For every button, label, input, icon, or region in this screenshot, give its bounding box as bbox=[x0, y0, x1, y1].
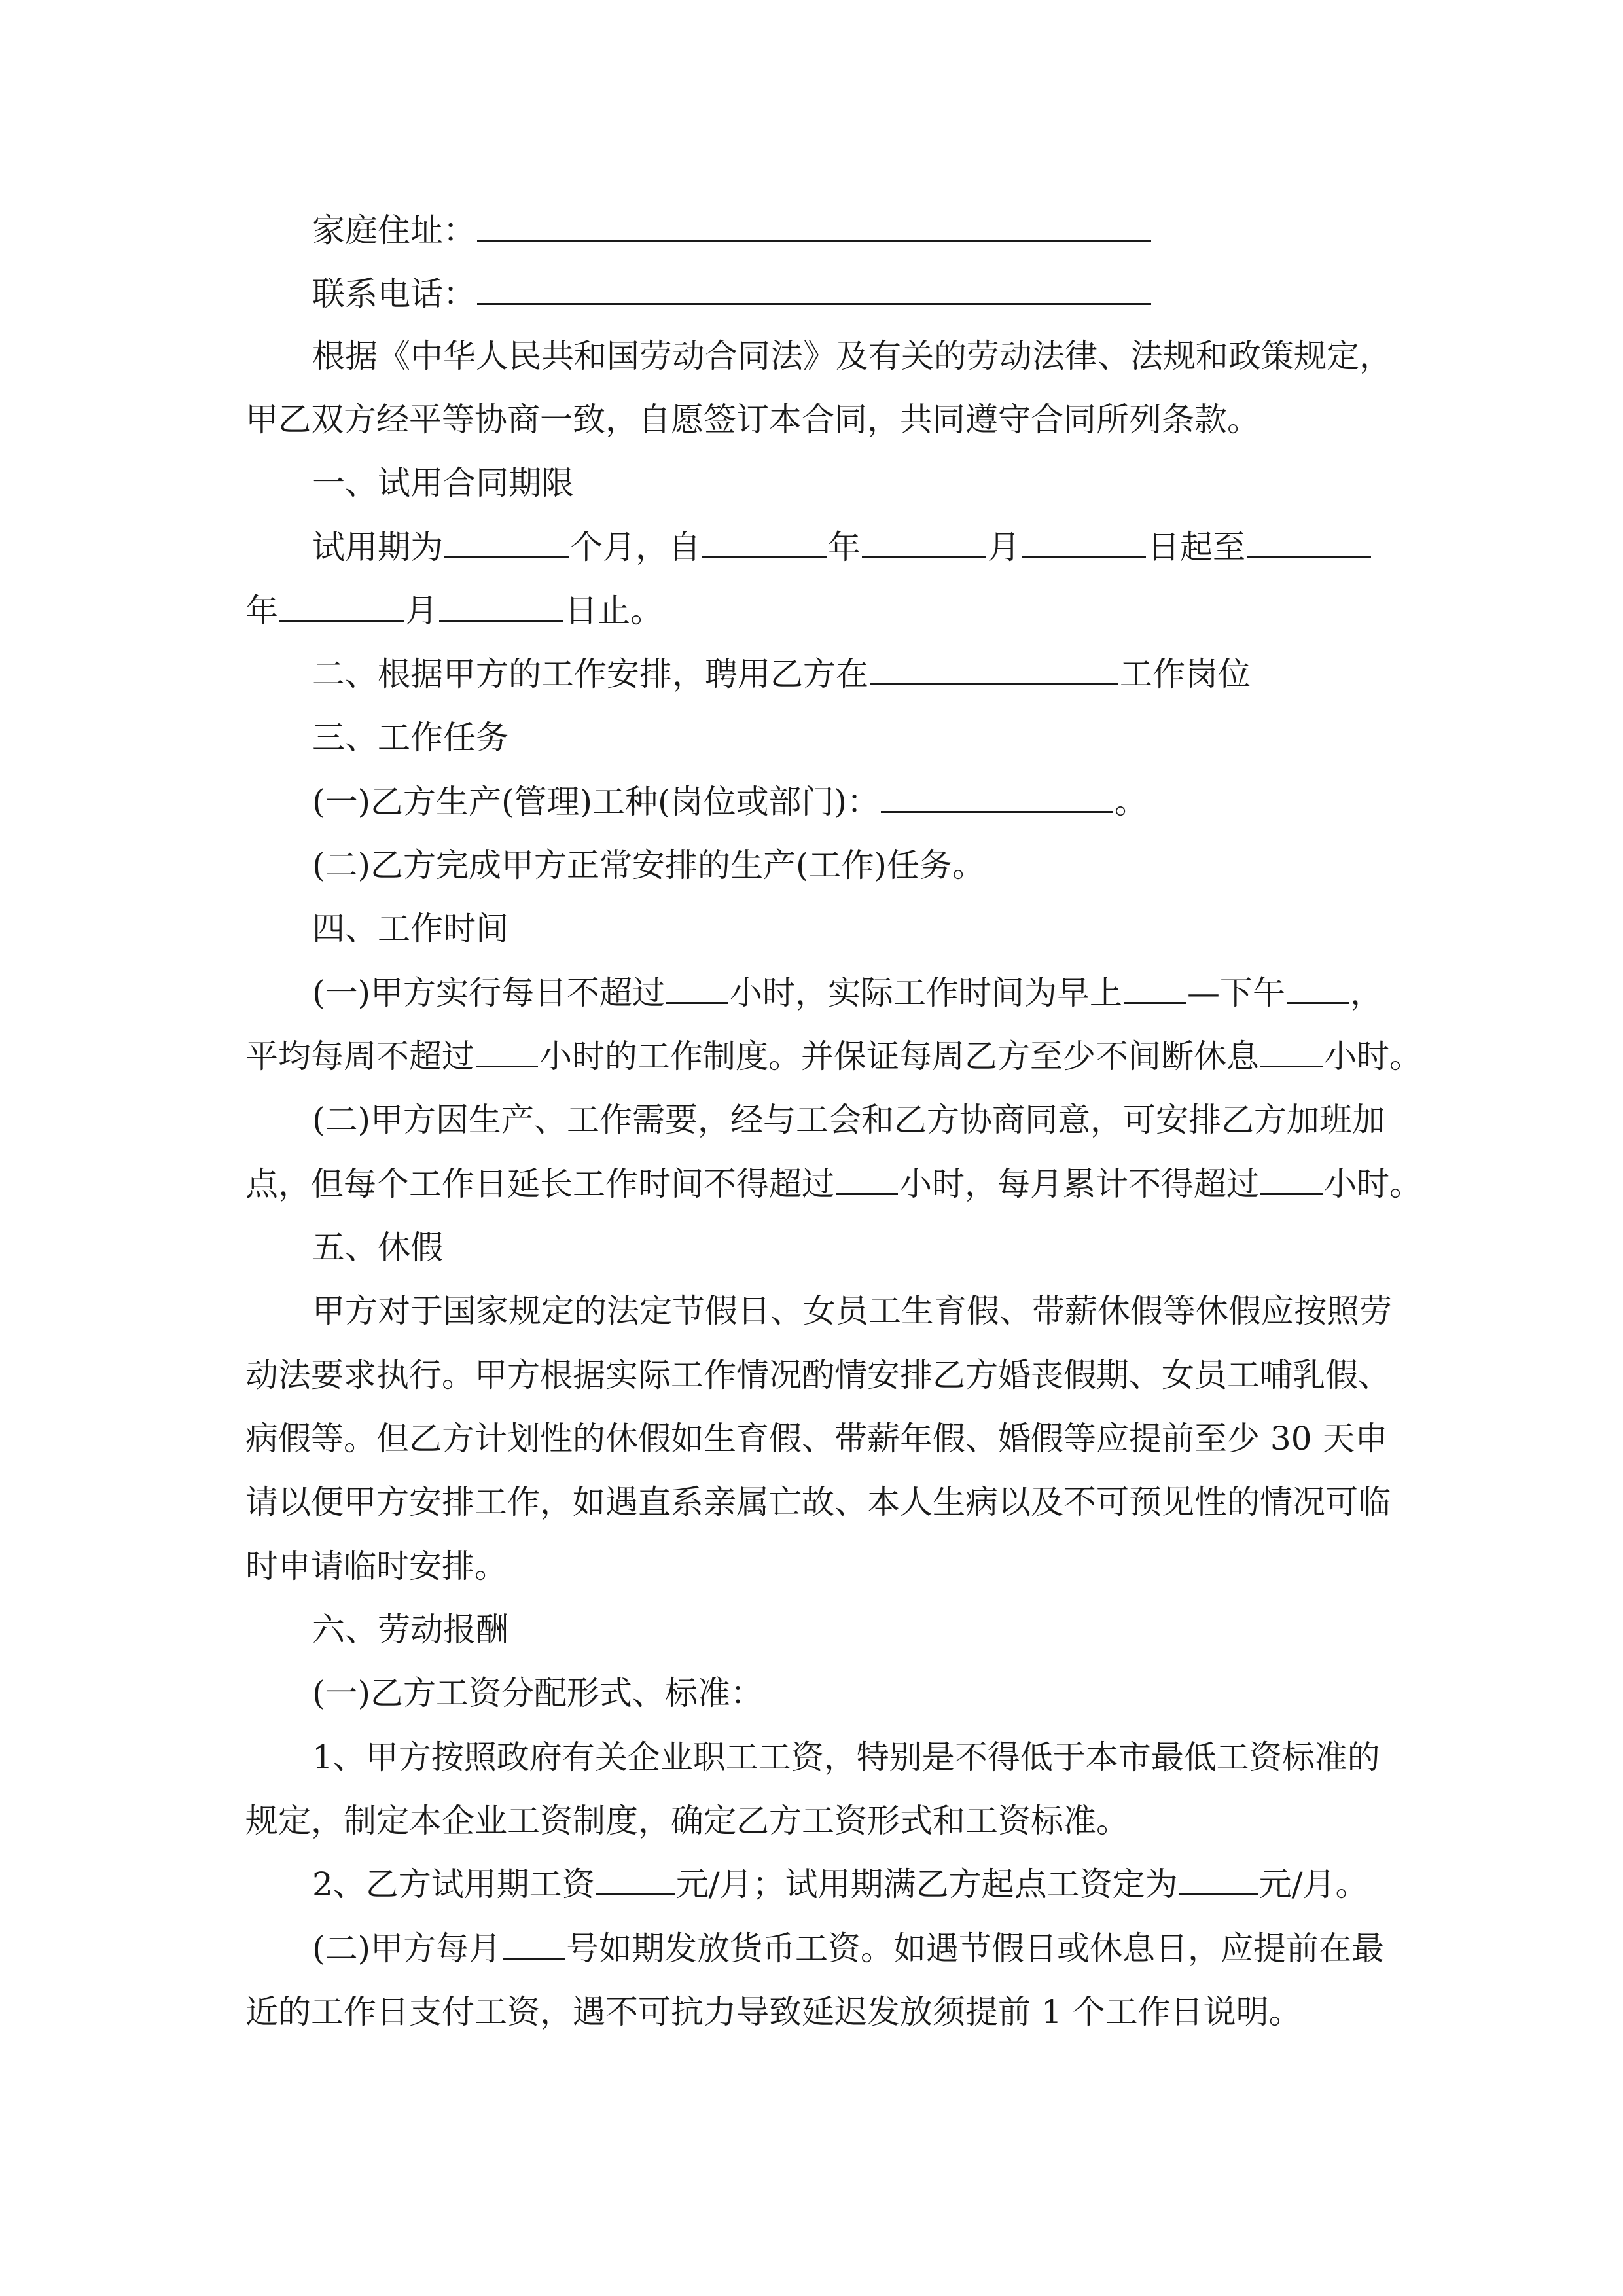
text-segment: —下午 bbox=[1187, 974, 1286, 1012]
text-segment: 日止。 bbox=[565, 592, 663, 630]
text-segment: 病假等。但乙方计划性的休假如生育假、带薪年假、婚假等应提前至少 30 天申 bbox=[245, 1420, 1388, 1458]
paragraph-line bbox=[245, 1545, 507, 1588]
text-segment: (二)甲方每月 bbox=[312, 1929, 502, 1967]
text-segment: 平均每周不超过 bbox=[245, 1037, 474, 1075]
text-segment: 小时，实际工作时间为早上 bbox=[730, 974, 1123, 1012]
fill-in-blank bbox=[1022, 556, 1146, 558]
fill-in-blank bbox=[503, 1957, 565, 1960]
text-segment: 甲方对于国家规定的法定节假日、女员工生育假、带薪休假等休假应按照劳 bbox=[312, 1292, 1392, 1330]
fill-in-blank bbox=[439, 619, 563, 622]
text-segment: ， bbox=[1350, 974, 1383, 1012]
text-segment: 甲乙双方经平等协商一致，自愿签订本合同，共同遵守合同所列条款。 bbox=[245, 401, 1260, 439]
paragraph-line bbox=[312, 1289, 1392, 1333]
text-segment: 小时，每月累计不得超过 bbox=[899, 1165, 1259, 1203]
text-segment: 。 bbox=[1115, 783, 1148, 821]
text-segment: 六、劳动报酬 bbox=[312, 1611, 508, 1649]
text-segment: (一)甲方实行每日不超过 bbox=[312, 974, 666, 1012]
text-segment: 近的工作日支付工资，遇不可抗力导致延迟发放须提前 1 个工作日说明。 bbox=[245, 1993, 1302, 2031]
text-segment: 号如期发放货币工资。如遇节假日或休息日，应提前在最 bbox=[566, 1929, 1385, 1967]
paragraph-line bbox=[312, 844, 985, 887]
paragraph-line bbox=[312, 1863, 1368, 1906]
paragraph-line bbox=[312, 334, 1392, 378]
section-heading bbox=[312, 1608, 508, 1651]
fill-in-blank bbox=[1287, 1001, 1349, 1004]
paragraph-line bbox=[245, 1417, 1387, 1460]
text-segment: (二)甲方因生产、工作需要，经与工会和乙方协商同意，可安排乙方加班加 bbox=[312, 1101, 1385, 1139]
text-segment: 请以便甲方安排工作，如遇直系亲属亡故、本人生病以及不可预见性的情况可临 bbox=[245, 1483, 1391, 1521]
line-phone bbox=[312, 272, 1152, 315]
fill-in-blank bbox=[870, 683, 1118, 685]
fill-in-blank bbox=[862, 556, 986, 558]
text-segment: 家庭住址： bbox=[312, 211, 476, 249]
text-segment: 元/月；试用期满乙方起点工资定为 bbox=[675, 1865, 1178, 1903]
section-heading bbox=[312, 1226, 443, 1269]
line-home-address bbox=[312, 209, 1152, 252]
paragraph-line bbox=[245, 1799, 1129, 1842]
text-segment: 试用期为 bbox=[312, 528, 443, 566]
section-heading bbox=[312, 461, 574, 505]
text-segment: 点，但每个工作日延长工作时间不得超过 bbox=[245, 1165, 834, 1203]
text-segment: 月 bbox=[405, 592, 438, 630]
text-segment: 五、休假 bbox=[312, 1229, 443, 1266]
fill-in-blank bbox=[1260, 1193, 1323, 1195]
text-segment: 小时。 bbox=[1324, 1165, 1422, 1203]
paragraph-line bbox=[245, 1354, 1391, 1397]
fill-in-blank bbox=[1260, 1065, 1323, 1067]
text-segment: 1、甲方按照政府有关企业职工工资，特别是不得低于本市最低工资标准的 bbox=[312, 1738, 1380, 1776]
fill-in-blank bbox=[1179, 1893, 1258, 1895]
paragraph-line bbox=[312, 780, 1147, 823]
fill-in-blank bbox=[666, 1001, 728, 1004]
text-segment: 小时。 bbox=[1324, 1037, 1422, 1075]
text-segment: 年 bbox=[245, 592, 278, 630]
fill-in-blank bbox=[596, 1893, 675, 1895]
text-segment: 规定，制定本企业工资制度，确定乙方工资形式和工资标准。 bbox=[245, 1802, 1129, 1840]
text-segment: 个月，自 bbox=[570, 528, 701, 566]
fill-in-blank bbox=[279, 619, 404, 622]
text-segment: 根据《中华人民共和国劳动合同法》及有关的劳动法律、法规和政策规定， bbox=[312, 337, 1392, 375]
text-segment: 2、乙方试用期工资 bbox=[312, 1865, 595, 1903]
paragraph-line bbox=[312, 526, 1372, 569]
text-segment: (一)乙方生产(管理)工种(岗位或部门)： bbox=[312, 783, 880, 821]
paragraph-line bbox=[245, 1480, 1391, 1524]
paragraph-line bbox=[245, 589, 663, 632]
text-segment: 月 bbox=[988, 528, 1020, 566]
section-heading bbox=[312, 653, 1251, 696]
text-segment: 工作岗位 bbox=[1120, 655, 1251, 693]
paragraph-line bbox=[312, 1098, 1385, 1141]
paragraph-line bbox=[245, 398, 1260, 441]
text-segment: 小时的工作制度。并保证每周乙方至少不间断休息 bbox=[539, 1037, 1259, 1075]
paragraph-line bbox=[312, 1927, 1384, 1970]
fill-in-blank bbox=[477, 302, 1151, 305]
fill-in-blank bbox=[881, 810, 1113, 813]
paragraph-line bbox=[245, 1162, 1422, 1206]
fill-in-blank bbox=[477, 239, 1151, 242]
paragraph-line bbox=[312, 1736, 1380, 1779]
paragraph-line bbox=[312, 971, 1383, 1014]
fill-in-blank bbox=[476, 1065, 538, 1067]
text-segment: 联系电话： bbox=[312, 275, 476, 313]
section-heading bbox=[312, 716, 508, 759]
text-segment: (一)乙方工资分配形式、标准： bbox=[312, 1674, 764, 1712]
text-segment: 年 bbox=[828, 528, 861, 566]
paragraph-line bbox=[245, 1035, 1422, 1078]
fill-in-blank bbox=[444, 556, 569, 558]
paragraph-line bbox=[245, 1990, 1302, 2034]
fill-in-blank bbox=[1124, 1001, 1186, 1004]
fill-in-blank bbox=[1247, 556, 1371, 558]
fill-in-blank bbox=[836, 1193, 898, 1195]
paragraph-line bbox=[312, 1672, 763, 1715]
fill-in-blank bbox=[702, 556, 827, 558]
text-segment: 三、工作任务 bbox=[312, 719, 508, 757]
section-heading bbox=[312, 907, 508, 950]
text-segment: 元/月。 bbox=[1258, 1865, 1368, 1903]
text-segment: 四、工作时间 bbox=[312, 910, 508, 948]
text-segment: 动法要求执行。甲方根据实际工作情况酌情安排乙方婚丧假期、女员工哺乳假、 bbox=[245, 1356, 1391, 1394]
text-segment: 日起至 bbox=[1147, 528, 1245, 566]
text-segment: 二、根据甲方的工作安排，聘用乙方在 bbox=[312, 655, 868, 693]
text-segment: (二)乙方完成甲方正常安排的生产(工作)任务。 bbox=[312, 846, 986, 884]
text-segment: 时申请临时安排。 bbox=[245, 1547, 507, 1585]
text-segment: 一、试用合同期限 bbox=[312, 464, 574, 502]
